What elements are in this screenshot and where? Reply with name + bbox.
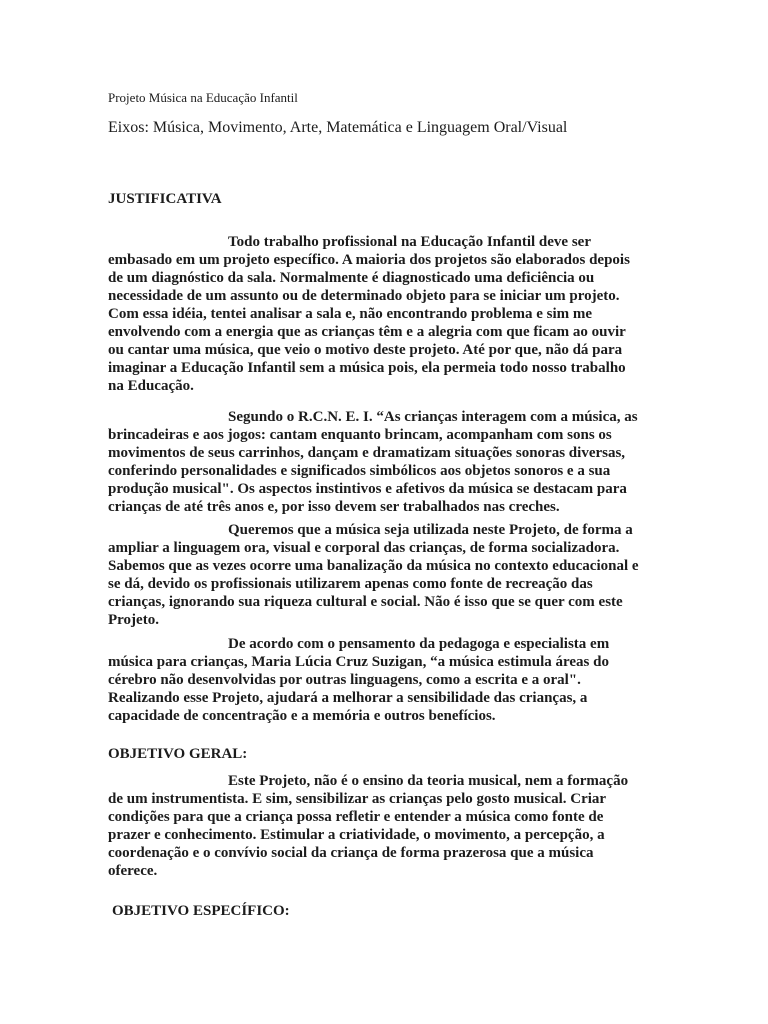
paragraph-line: crianças, ignorando sua riqueza cultural e social. Não é isso que se quer com este xyxy=(108,594,623,610)
heading-objetivo-geral: OBJETIVO GERAL: xyxy=(108,746,248,762)
paragraph-line: Segundo o R.C.N. E. I. “As crianças interagem com a música, as xyxy=(228,409,638,425)
paragraph-line: crianças de até três anos e, por isso devem ser trabalhados nas creches. xyxy=(108,499,560,515)
document-title: Projeto Música na Educação Infantil xyxy=(108,90,298,105)
paragraph-line: na Educação. xyxy=(108,378,194,394)
paragraph-line: movimentos de seus carrinhos, dançam e dramatizam situações sonoras diversas, xyxy=(108,445,626,461)
paragraph-line: cérebro não desenvolvidas por outras linguagens, como a escrita e a oral". xyxy=(108,672,581,688)
paragraph-line: envolvendo com a energia que as crianças têm e a alegria com que ficam ao ouvir xyxy=(108,324,626,340)
paragraph-line: Queremos que a música seja utilizada neste Projeto, de forma a xyxy=(228,522,633,538)
paragraph-line: oferece. xyxy=(108,863,158,879)
paragraph-justificativa-1 xyxy=(108,233,668,395)
paragraph-line: Todo trabalho profissional na Educação Infantil deve ser xyxy=(228,234,591,250)
paragraph-line: brincadeiras e aos jogos: cantam enquanto brincam, acompanham com sons os xyxy=(108,427,612,443)
paragraph-line: Projeto. xyxy=(108,612,159,628)
paragraph-justificativa-2 xyxy=(108,408,668,516)
paragraph-line: se dá, devido os profissionais utilizarem apenas como fonte de recreação das xyxy=(108,576,593,592)
paragraph-line: conferindo personalidades e significados simbólicos aos objetos sonoros e a sua xyxy=(108,463,611,479)
paragraph-line: ou cantar uma música, que veio o motivo deste projeto. Até por que, não dá para xyxy=(108,342,623,358)
paragraph-line: prazer e conhecimento. Estimular a criatividade, o movimento, a percepção, a xyxy=(108,827,605,843)
paragraph-objetivo-geral xyxy=(108,772,668,880)
paragraph-line: necessidade de um assunto ou de determinado objeto para se iniciar um projeto. xyxy=(108,288,620,304)
paragraph-line: Realizando esse Projeto, ajudará a melhorar a sensibilidade das crianças, a xyxy=(108,690,588,706)
paragraph-line: Este Projeto, não é o ensino da teoria musical, nem a formação xyxy=(228,773,629,789)
paragraph-justificativa-4 xyxy=(108,635,668,725)
paragraph-line: embasado em um projeto específico. A maioria dos projetos são elaborados depois xyxy=(108,252,630,268)
paragraph-line: Sabemos que as vezes ocorre uma banalização da música no contexto educacional e xyxy=(108,558,639,574)
paragraph-line: de um instrumentista. E sim, sensibilizar as crianças pelo gosto musical. Criar xyxy=(108,791,607,807)
paragraph-line: de um diagnóstico da sala. Normalmente é diagnosticado uma deficiência ou xyxy=(108,270,595,286)
heading-justificativa: JUSTIFICATIVA xyxy=(108,191,222,207)
paragraph-line: coordenação e o convívio social da criança de forma prazerosa que a música xyxy=(108,845,594,861)
paragraph-line: imaginar a Educação Infantil sem a música pois, ela permeia todo nosso trabalho xyxy=(108,360,626,376)
paragraph-line: música para crianças, Maria Lúcia Cruz Suzigan, “a música estimula áreas do xyxy=(108,654,609,670)
paragraph-line: De acordo com o pensamento da pedagoga e especialista em xyxy=(228,636,610,652)
paragraph-line: Com essa idéia, tentei analisar a sala e, não encontrando problema e sim me xyxy=(108,306,593,322)
paragraph-line: ampliar a linguagem ora, visual e corporal das crianças, de forma socializadora. xyxy=(108,540,620,556)
document-axes: Eixos: Música, Movimento, Arte, Matemática e Linguagem Oral/Visual xyxy=(108,119,568,136)
paragraph-line: condições para que a criança possa refletir e entender a música como fonte de xyxy=(108,809,604,825)
paragraph-justificativa-3 xyxy=(108,521,668,629)
paragraph-line: produção musical". Os aspectos instintivos e afetivos da música se destacam para xyxy=(108,481,627,497)
heading-objetivo-especifico: OBJETIVO ESPECÍFICO: xyxy=(112,903,290,919)
paragraph-line: capacidade de concentração e a memória e outros benefícios. xyxy=(108,708,496,724)
